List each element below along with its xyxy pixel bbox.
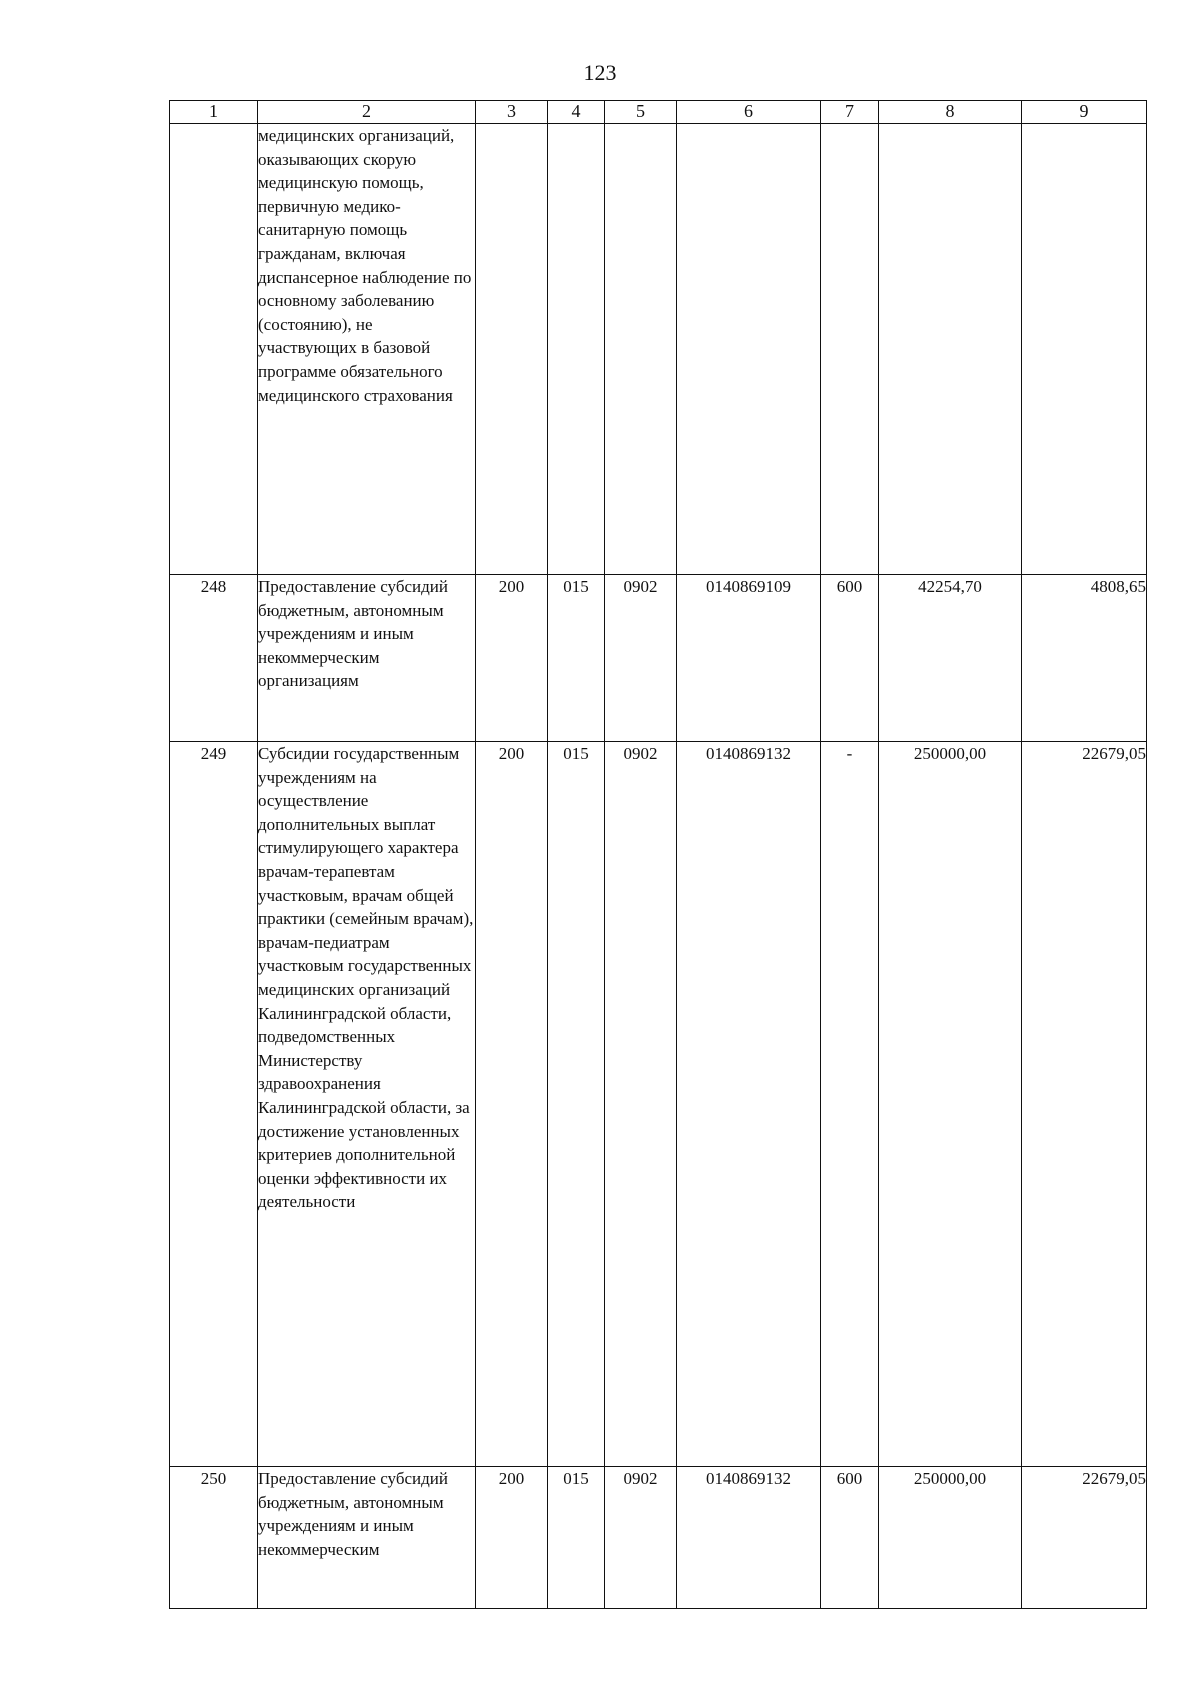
row-number: 250	[170, 1467, 258, 1609]
column-header-5: 5	[605, 101, 677, 124]
row-col5: 0902	[605, 742, 677, 1467]
row-col5: 0902	[605, 575, 677, 742]
row-number: 248	[170, 575, 258, 742]
page-number: 123	[583, 60, 617, 85]
table-row	[170, 742, 1147, 1467]
column-header-8: 8	[879, 101, 1022, 124]
row-col3	[476, 124, 548, 575]
row-col7: 600	[821, 1467, 879, 1609]
column-header-9: 9	[1022, 101, 1147, 124]
row-col6	[677, 124, 821, 575]
row-col3: 200	[476, 1467, 548, 1609]
row-col8: 42254,70	[879, 575, 1022, 742]
row-col5: 0902	[605, 1467, 677, 1609]
row-col4	[548, 124, 605, 575]
row-number: 249	[170, 742, 258, 1467]
table-row	[170, 124, 1147, 575]
row-col6: 0140869132	[677, 1467, 821, 1609]
row-col9: 22679,05	[1022, 1467, 1147, 1609]
row-col7: 600	[821, 575, 879, 742]
row-col3: 200	[476, 575, 548, 742]
row-col7	[821, 124, 879, 575]
row-col4: 015	[548, 1467, 605, 1609]
row-col7: -	[821, 742, 879, 1467]
row-description: Субсидии государственным учреждениям на осуществление дополнительных выплат стимулирующего характера врачам-терапевтам участковым, врачам общей практики (семейным врачам), врачам-педиатрам участковым государственных медицинских организаций Калининградской области, подведомственных Министерству здравоохранения Калининградской области, за достижение установленных критериев дополнительной оценки эффективности их деятельности	[258, 742, 476, 1467]
table-header-row	[170, 101, 1147, 124]
row-description: Предоставление субсидий бюджетным, автономным учреждениям и иным некоммерческим	[258, 1467, 476, 1609]
column-header-1: 1	[170, 101, 258, 124]
row-col8	[879, 124, 1022, 575]
column-header-4: 4	[548, 101, 605, 124]
table-row	[170, 575, 1147, 742]
row-col9: 22679,05	[1022, 742, 1147, 1467]
row-description: Предоставление субсидий бюджетным, автономным учреждениям и иным некоммерческим организациям	[258, 575, 476, 742]
budget-table	[169, 100, 1147, 1609]
column-header-2: 2	[258, 101, 476, 124]
row-description: медицинских организаций, оказывающих скорую медицинскую помощь, первичную медико-санитарную помощь гражданам, включая диспансерное наблюдение по основному заболеванию (состоянию), не участвующих в базовой программе обязательного медицинского страхования	[258, 124, 476, 575]
row-col4: 015	[548, 742, 605, 1467]
table-row	[170, 1467, 1147, 1609]
column-header-3: 3	[476, 101, 548, 124]
row-col9	[1022, 124, 1147, 575]
row-col6: 0140869132	[677, 742, 821, 1467]
column-header-7: 7	[821, 101, 879, 124]
row-col6: 0140869109	[677, 575, 821, 742]
row-col8: 250000,00	[879, 742, 1022, 1467]
row-col3: 200	[476, 742, 548, 1467]
row-col8: 250000,00	[879, 1467, 1022, 1609]
row-number	[170, 124, 258, 575]
row-col5	[605, 124, 677, 575]
row-col9: 4808,65	[1022, 575, 1147, 742]
row-col4: 015	[548, 575, 605, 742]
column-header-6: 6	[677, 101, 821, 124]
